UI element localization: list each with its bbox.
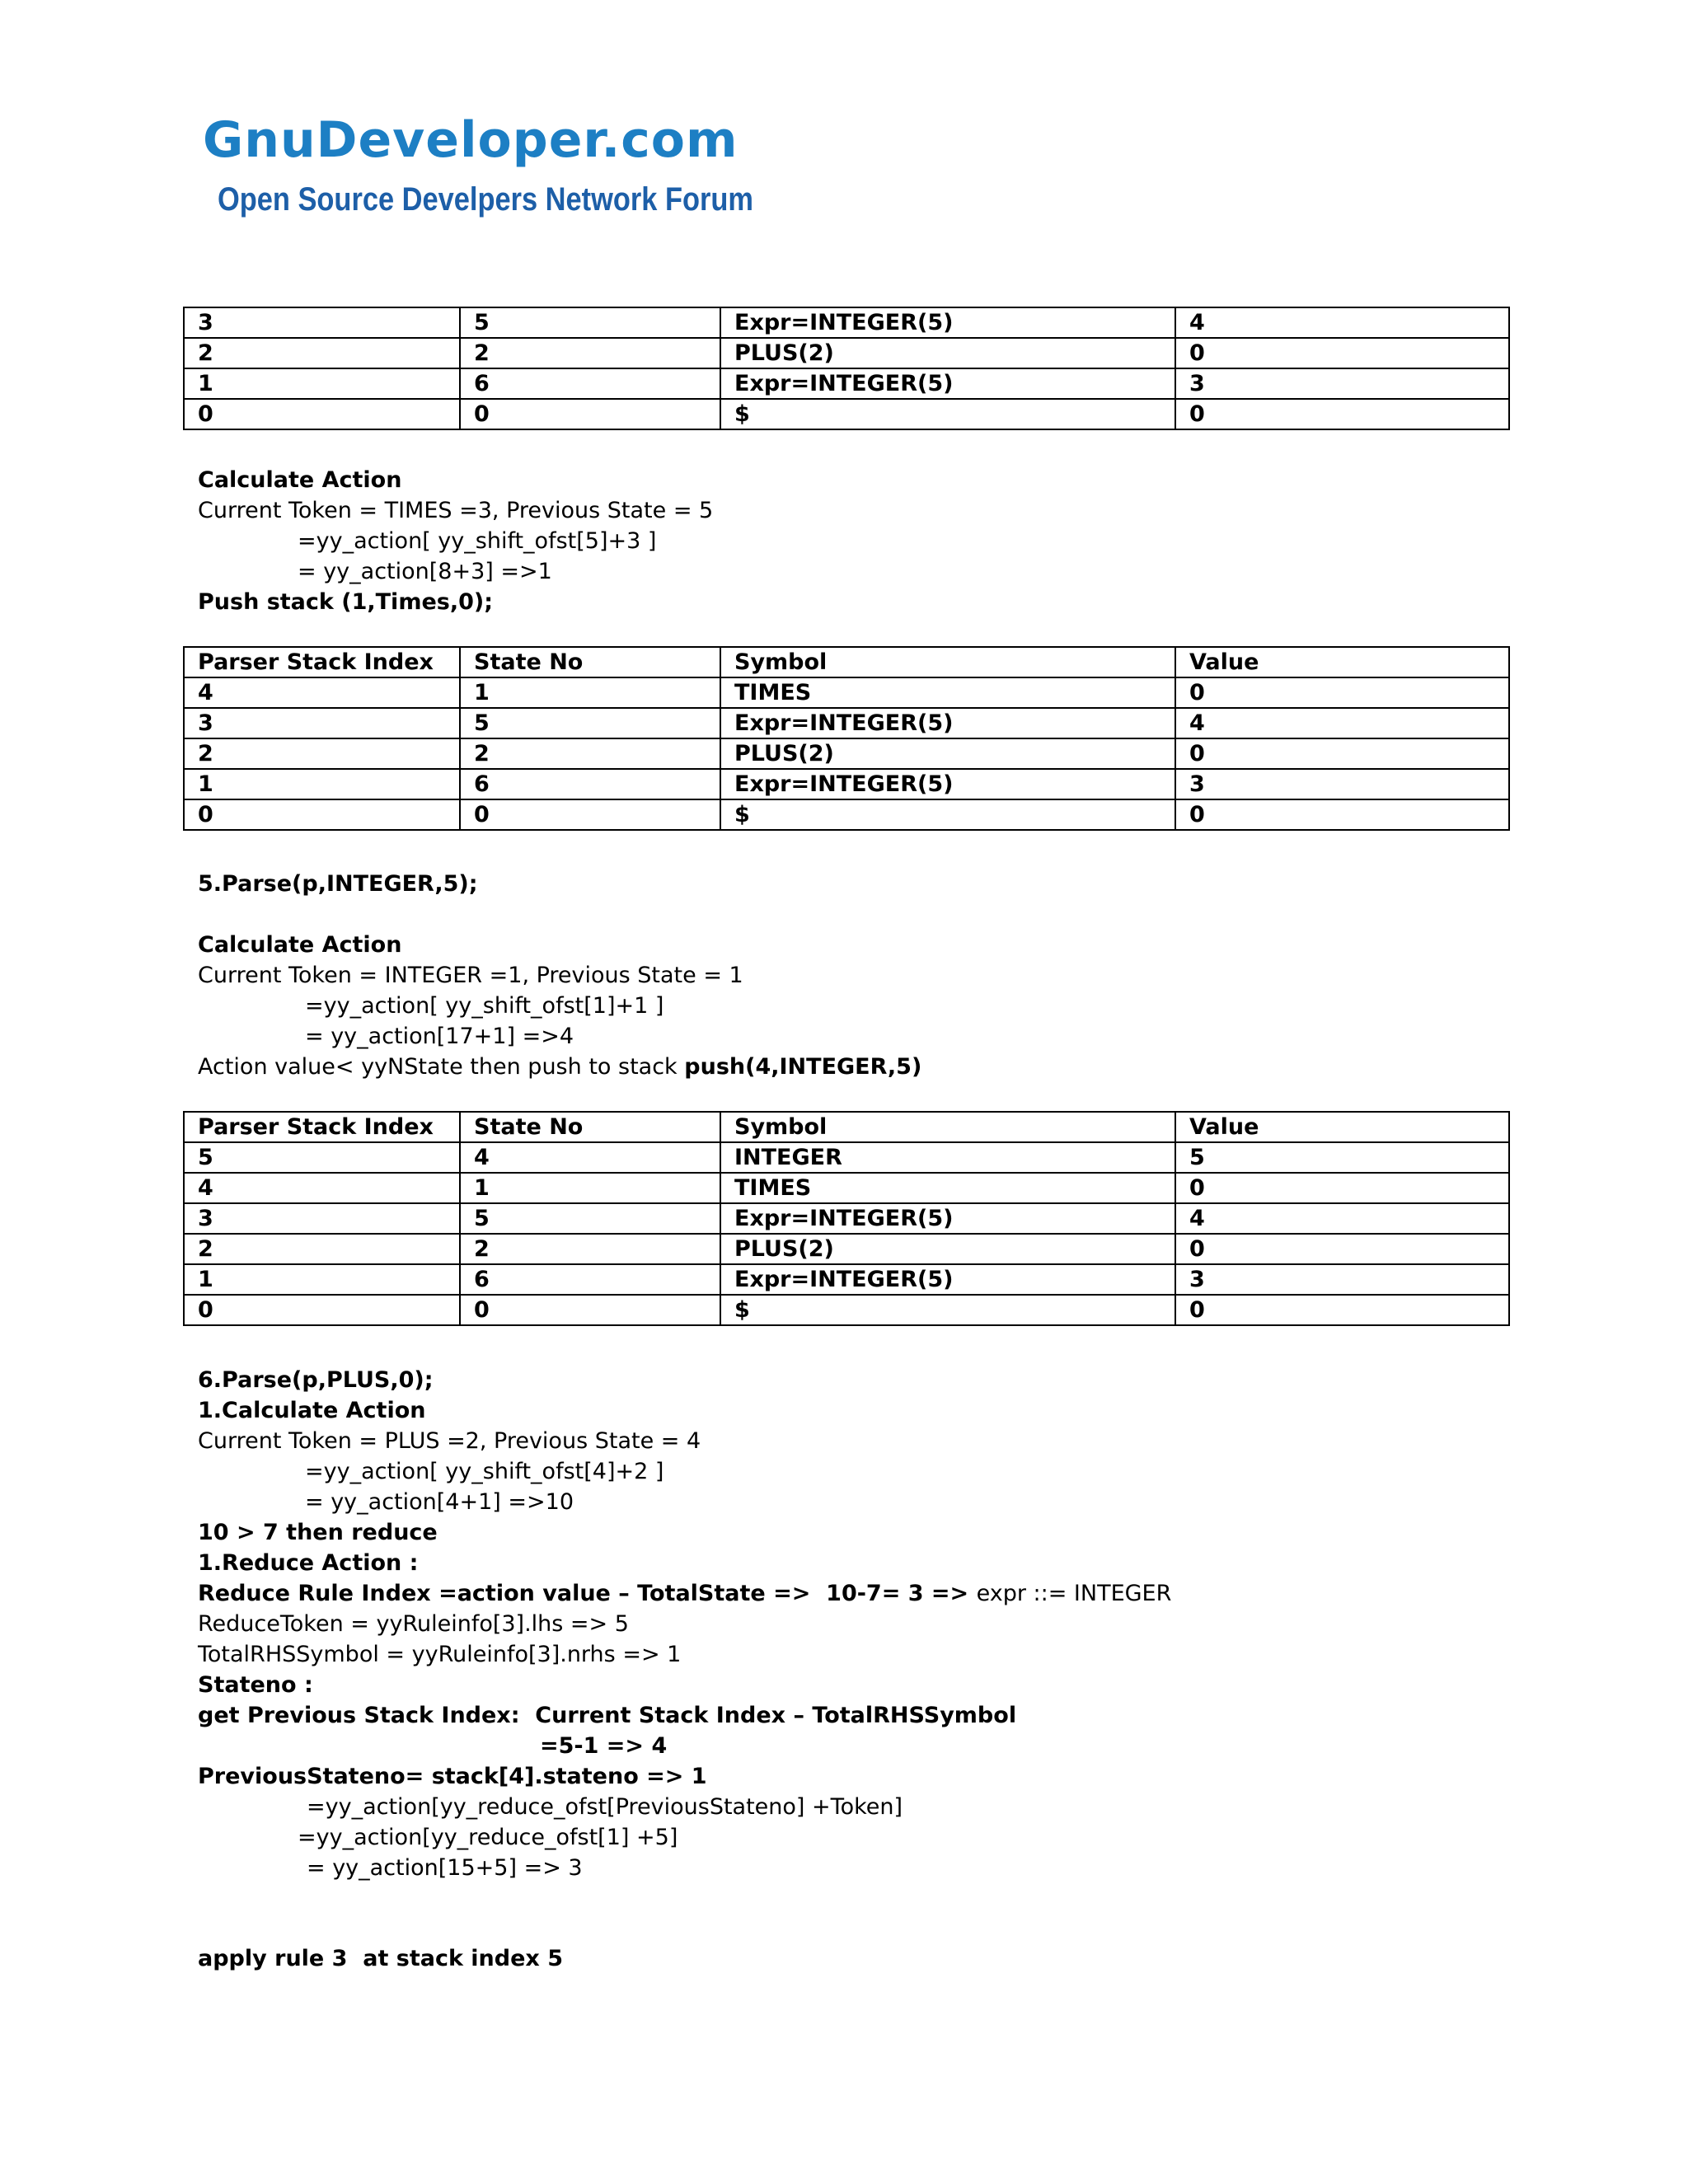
text-line: =5-1 => 4: [540, 1733, 668, 1759]
table-cell: 5: [460, 307, 720, 338]
parser-stack-table-2: [183, 646, 1510, 831]
table-header-cell: State No: [460, 647, 720, 677]
text-line: [198, 1052, 921, 1082]
table-cell: 0: [460, 1295, 720, 1325]
text-line: Current Token = INTEGER =1, Previous State = 1: [198, 963, 743, 988]
text-line: Current Token = TIMES =3, Previous State = 5: [198, 498, 714, 523]
table-cell: Expr=INTEGER(5): [720, 368, 1175, 399]
table-cell: 1: [460, 1173, 720, 1203]
text-line: Stateno :: [198, 1672, 313, 1698]
table-cell: 0: [1175, 799, 1509, 830]
parser-stack-table-3: [183, 1111, 1510, 1326]
table-cell: 0: [1175, 1295, 1509, 1325]
site-logo: [203, 111, 841, 218]
table-cell: Expr=INTEGER(5): [720, 769, 1175, 799]
table-cell: 4: [184, 677, 460, 708]
text-line: Push stack (1,Times,0);: [198, 589, 494, 615]
table-cell: 0: [460, 399, 720, 429]
table-cell: 0: [1175, 1234, 1509, 1264]
table-row: [184, 799, 1509, 830]
section-heading: 6.Parse(p,PLUS,0);: [198, 1367, 434, 1393]
table-cell: 3: [1175, 1264, 1509, 1295]
table-cell: 4: [1175, 307, 1509, 338]
text-line: PreviousStateno= stack[4].stateno => 1: [198, 1764, 707, 1789]
text-line: Current Token = PLUS =2, Previous State = 4: [198, 1428, 701, 1454]
table-cell: Expr=INTEGER(5): [720, 1264, 1175, 1295]
table-cell: 2: [184, 338, 460, 368]
table-cell: 0: [1175, 399, 1509, 429]
table-row: [184, 769, 1509, 799]
table-cell: 6: [460, 769, 720, 799]
text-line: apply rule 3 at stack index 5: [198, 1946, 564, 1971]
text-line: = yy_action[17+1] =>4: [305, 1024, 574, 1049]
text-fragment: Reduce Rule Index =action value – TotalState => 10-7= 3 =>: [198, 1581, 977, 1606]
table-cell: 3: [184, 708, 460, 738]
table-cell: $: [720, 399, 1175, 429]
text-line: =yy_action[ yy_shift_ofst[1]+1 ]: [305, 993, 664, 1019]
logo-title: GnuDeveloper.com: [203, 111, 738, 169]
table-cell: TIMES: [720, 677, 1175, 708]
table-row: [184, 738, 1509, 769]
table-cell: 5: [184, 1142, 460, 1173]
table-header-cell: Value: [1175, 1112, 1509, 1142]
table-header-row: [184, 647, 1509, 677]
table-cell: TIMES: [720, 1173, 1175, 1203]
section-heading: 1.Calculate Action: [198, 1398, 426, 1423]
table-cell: 4: [1175, 1203, 1509, 1234]
table-cell: 1: [184, 769, 460, 799]
table-row: [184, 338, 1509, 368]
table-row: [184, 1173, 1509, 1203]
table-header-cell: Value: [1175, 647, 1509, 677]
text-line: =yy_action[yy_reduce_ofst[PreviousStateno] +Token]: [307, 1794, 903, 1820]
text-line: =yy_action[ yy_shift_ofst[4]+2 ]: [305, 1459, 664, 1484]
table-cell: 2: [184, 1234, 460, 1264]
table-cell: Expr=INTEGER(5): [720, 1203, 1175, 1234]
table-cell: 0: [1175, 338, 1509, 368]
table-cell: 2: [184, 738, 460, 769]
table-row: [184, 1234, 1509, 1264]
text-line: =yy_action[yy_reduce_ofst[1] +5]: [298, 1825, 678, 1850]
section-heading: 1.Reduce Action :: [198, 1550, 419, 1576]
table-cell: INTEGER: [720, 1142, 1175, 1173]
table-cell: 0: [184, 1295, 460, 1325]
table-cell: 0: [1175, 1173, 1509, 1203]
section-heading: Calculate Action: [198, 932, 402, 958]
table-cell: 2: [460, 1234, 720, 1264]
table-cell: $: [720, 1295, 1175, 1325]
table-cell: 4: [1175, 708, 1509, 738]
text-line: = yy_action[4+1] =>10: [305, 1489, 574, 1515]
table-cell: PLUS(2): [720, 338, 1175, 368]
table-cell: 4: [460, 1142, 720, 1173]
text-line: ReduceToken = yyRuleinfo[3].lhs => 5: [198, 1611, 629, 1637]
table-cell: 0: [184, 399, 460, 429]
table-header-cell: Parser Stack Index: [184, 647, 460, 677]
table-cell: PLUS(2): [720, 1234, 1175, 1264]
table-cell: 5: [460, 708, 720, 738]
table-row: [184, 368, 1509, 399]
table-header-cell: State No: [460, 1112, 720, 1142]
section-heading: Calculate Action: [198, 467, 402, 493]
text-line: [198, 1578, 1171, 1609]
table-row: [184, 677, 1509, 708]
parser-stack-table-1: [183, 307, 1510, 430]
table-cell: 1: [460, 677, 720, 708]
table-cell: 3: [1175, 769, 1509, 799]
table-row: [184, 1295, 1509, 1325]
section-heading: 5.Parse(p,INTEGER,5);: [198, 871, 478, 897]
table-cell: 1: [184, 1264, 460, 1295]
text-fragment: push(4,INTEGER,5): [684, 1054, 922, 1080]
text-line: = yy_action[15+5] => 3: [307, 1855, 583, 1881]
table-row: [184, 307, 1509, 338]
table-header-cell: Symbol: [720, 647, 1175, 677]
table-cell: Expr=INTEGER(5): [720, 708, 1175, 738]
text-line: =yy_action[ yy_shift_ofst[5]+3 ]: [298, 528, 657, 554]
text-line: 10 > 7 then reduce: [198, 1520, 438, 1545]
table-row: [184, 1203, 1509, 1234]
table-cell: $: [720, 799, 1175, 830]
text-line: TotalRHSSymbol = yyRuleinfo[3].nrhs => 1: [198, 1642, 682, 1667]
table-cell: 0: [184, 799, 460, 830]
text-line: = yy_action[8+3] =>1: [298, 559, 552, 584]
table-row: [184, 708, 1509, 738]
table-cell: 5: [460, 1203, 720, 1234]
table-cell: PLUS(2): [720, 738, 1175, 769]
table-cell: 0: [460, 799, 720, 830]
table-cell: 3: [184, 307, 460, 338]
table-cell: 3: [184, 1203, 460, 1234]
logo-subtitle: Open Source Develpers Network Forum: [218, 181, 753, 218]
table-row: [184, 399, 1509, 429]
table-cell: 1: [184, 368, 460, 399]
table-row: [184, 1264, 1509, 1295]
table-cell: 6: [460, 1264, 720, 1295]
table-cell: 0: [1175, 738, 1509, 769]
table-cell: 5: [1175, 1142, 1509, 1173]
table-cell: 6: [460, 368, 720, 399]
table-cell: 4: [184, 1173, 460, 1203]
table-cell: 2: [460, 738, 720, 769]
table-cell: 0: [1175, 677, 1509, 708]
text-line: get Previous Stack Index: Current Stack Index – TotalRHSSymbol: [198, 1703, 1017, 1728]
table-header-row: [184, 1112, 1509, 1142]
table-cell: 2: [460, 338, 720, 368]
text-fragment: Action value< yyNState then push to stack: [198, 1054, 685, 1080]
text-fragment: expr ::= INTEGER: [976, 1581, 1172, 1606]
table-cell: Expr=INTEGER(5): [720, 307, 1175, 338]
table-row: [184, 1142, 1509, 1173]
table-header-cell: Parser Stack Index: [184, 1112, 460, 1142]
table-cell: 3: [1175, 368, 1509, 399]
table-header-cell: Symbol: [720, 1112, 1175, 1142]
